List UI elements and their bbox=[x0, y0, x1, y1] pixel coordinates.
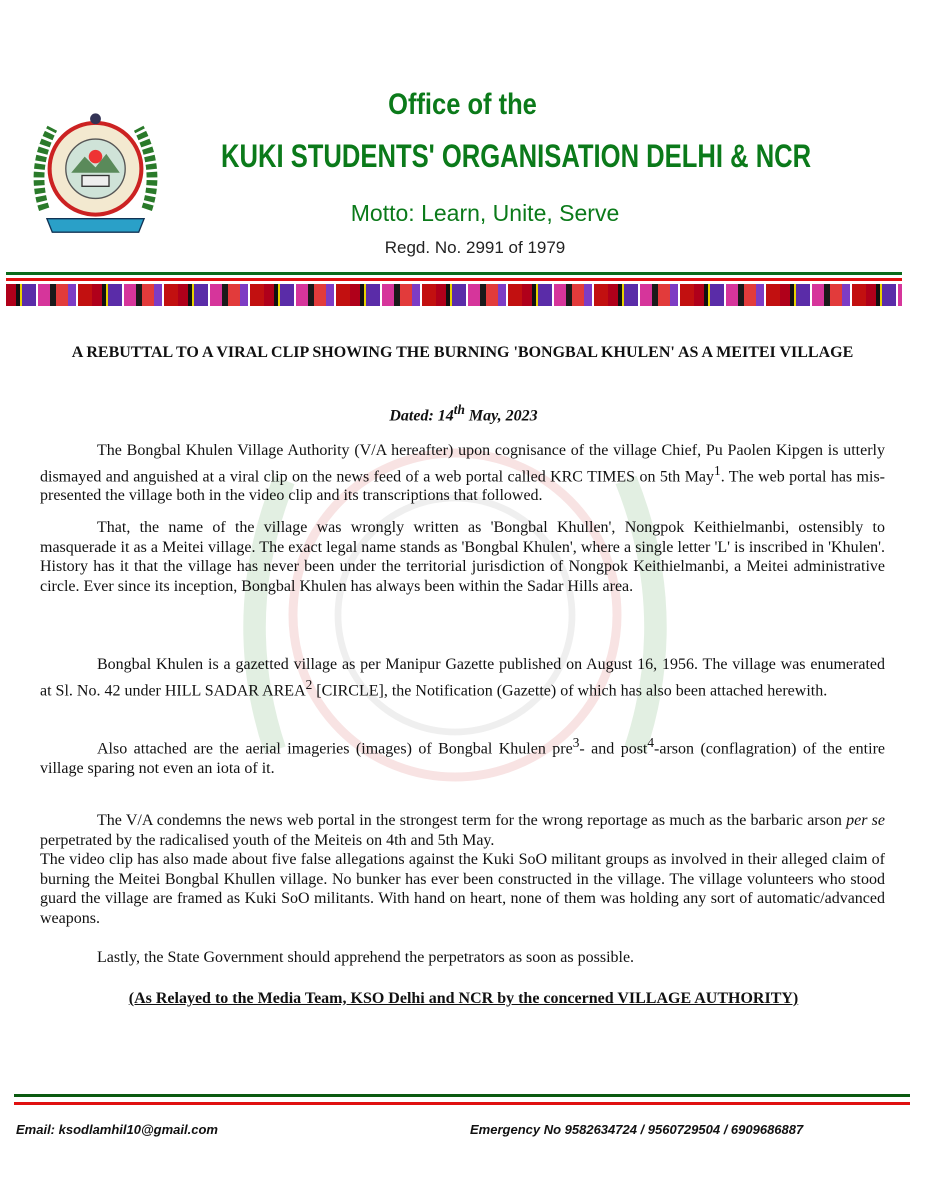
paragraph-5 bbox=[40, 811, 885, 928]
p1-text: The Bongbal Khulen Village Authority (V/A hereafter) upon cognisance of the village Chief, Pu Paolen Kipgen is utterly dismayed and anguished at a viral clip on the news feed of a web portal called KRC TIMES on 5th May bbox=[40, 442, 885, 485]
date-sup: th bbox=[453, 402, 465, 417]
p5-emphasis: per se bbox=[846, 812, 885, 829]
p3-text-cont: [CIRCLE], the Notification (Gazette) of which has also been attached herewith. bbox=[312, 681, 828, 699]
footnote-ref: 4 bbox=[647, 735, 655, 750]
textile-stripe-banner bbox=[6, 284, 902, 306]
paragraph-2: That, the name of the village was wrongly written as 'Bongbal Khullen', Nongpok Keithielmanbi, ostensibly to masquerade it as a Meitei village. The exact legal name stands as 'Bongbal Khulen', where a single letter 'L' is inscribed in 'Khulen'. History has it that the village has never been under the territorial jurisdiction of Nongpok Keithielmanbi, a Meitei administrative circle. Ever since its inception, Bongbal Khulen has always been within the Sadar Hills area. bbox=[40, 519, 885, 595]
footnote-ref: 1 bbox=[714, 462, 721, 478]
header-office: Office of the bbox=[388, 88, 537, 121]
document-date bbox=[0, 402, 927, 425]
paragraph-3 bbox=[40, 655, 885, 700]
date-text: Dated: 14 bbox=[389, 407, 454, 425]
p5-text-cont: perpetrated by the radicalised youth of the Meiteis on 4th and 5th May. bbox=[40, 831, 495, 849]
document-title: A REBUTTAL TO A VIRAL CLIP SHOWING THE BURNING 'BONGBAL KHULEN' AS A MEITEI VILLAGE bbox=[71, 344, 854, 361]
footer-green-rule bbox=[14, 1094, 910, 1097]
green-rule bbox=[6, 272, 902, 275]
p4-text-cont: - and post bbox=[579, 740, 648, 758]
header-org-name: KUKI STUDENTS' ORGANISATION DELHI & NCR bbox=[221, 138, 812, 174]
footer-emergency: Emergency No 9582634724 / 9560729504 / 6909686887 bbox=[470, 1122, 804, 1137]
p5-text: The V/A condemns the news web portal in the strongest term for the wrong reportage as much as the barbaric arson bbox=[97, 812, 847, 829]
p1-text-cont: . The web portal has mis-presented the village both in the video clip and its transcriptions that followed. bbox=[40, 467, 885, 505]
p4-text-end: -arson (conflagration) of the entire village sparing not even an iota of it. bbox=[40, 740, 885, 777]
footer-red-rule bbox=[14, 1102, 910, 1105]
header-motto: Motto: Learn, Unite, Serve bbox=[350, 200, 620, 226]
relay-note: (As Relayed to the Media Team, KSO Delhi and NCR by the concerned VILLAGE AUTHORITY) bbox=[128, 990, 799, 1007]
paragraph-4 bbox=[40, 733, 885, 778]
p3-text: Bongbal Khulen is a gazetted village as per Manipur Gazette published on August 16, 1956. The village was enumerated at Sl. No. 42 under HILL SADAR AREA bbox=[40, 656, 885, 699]
paragraph-1 bbox=[40, 441, 885, 506]
paragraph-6: Lastly, the State Government should apprehend the perpetrators as soon as possible. bbox=[97, 949, 635, 966]
date-text-suffix: May, 2023 bbox=[464, 407, 538, 425]
red-rule bbox=[6, 278, 902, 281]
header-regd: Regd. No. 2991 of 1979 bbox=[384, 238, 566, 257]
footnote-ref: 2 bbox=[305, 676, 313, 692]
kso-logo bbox=[28, 108, 163, 243]
footnote-ref: 3 bbox=[572, 735, 580, 750]
p5-allegations: The video clip has also made about five false allegations against the Kuki SoO militant groups as involved in their alleged claim of burning the Meitei Bongbal Khullen village. No bunker has ever been constructed in the village. The village volunteers who stood guard the village are framed as Kuki SoO militants. With hand on heart, none of them was holding any sort of automatic/advanced weapons. bbox=[40, 851, 885, 927]
p4-text: Also attached are the aerial imageries (images) of Bongbal Khulen pre bbox=[97, 740, 573, 758]
footer-email: Email: ksodlamhil10@gmail.com bbox=[16, 1122, 218, 1137]
